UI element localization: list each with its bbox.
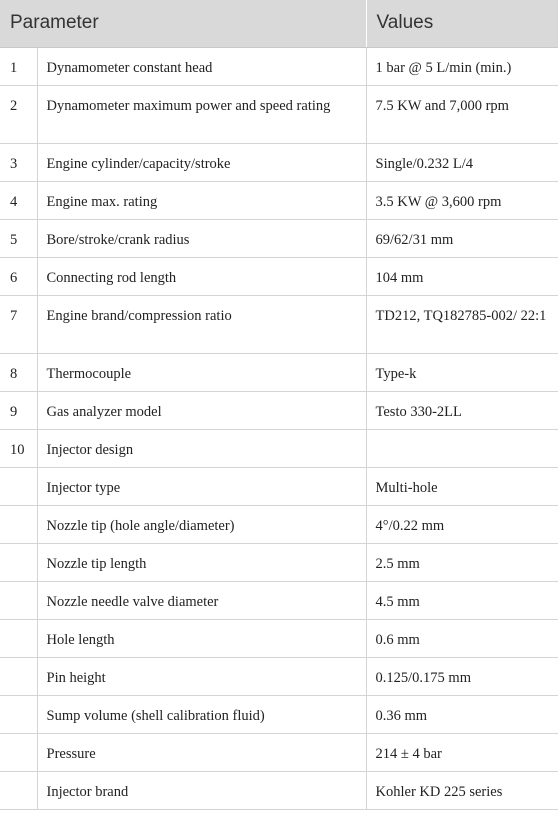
- table-row: [0, 391, 558, 429]
- parameter-cell: Injector design: [37, 429, 366, 467]
- table-row: [0, 505, 558, 543]
- table-row: [0, 619, 558, 657]
- parameter-cell: Injector type: [37, 467, 366, 505]
- table-row: [0, 695, 558, 733]
- table-row: [0, 257, 558, 295]
- parameter-cell: Pressure: [37, 733, 366, 771]
- row-number: 9: [0, 391, 37, 429]
- parameter-cell: Connecting rod length: [37, 257, 366, 295]
- row-number: [0, 543, 37, 581]
- value-cell: 1 bar @ 5 L/min (min.): [366, 47, 558, 85]
- table-row: [0, 771, 558, 809]
- parameter-cell: Injector brand: [37, 771, 366, 809]
- table-row: [0, 733, 558, 771]
- table-row: [0, 219, 558, 257]
- values-column-header: Values: [366, 0, 558, 47]
- table-row: [0, 429, 558, 467]
- value-cell: 214 ± 4 bar: [366, 733, 558, 771]
- row-number: 5: [0, 219, 37, 257]
- value-cell: Type-k: [366, 353, 558, 391]
- parameter-cell: Dynamometer constant head: [37, 47, 366, 85]
- row-number: 7: [0, 295, 37, 353]
- value-cell: 0.6 mm: [366, 619, 558, 657]
- parameter-cell: Gas analyzer model: [37, 391, 366, 429]
- parameter-cell: Engine max. rating: [37, 181, 366, 219]
- parameter-cell: Dynamometer maximum power and speed rating: [37, 85, 366, 143]
- parameter-cell: Engine brand/compression ratio: [37, 295, 366, 353]
- value-cell: 7.5 KW and 7,000 rpm: [366, 85, 558, 143]
- table-body: [0, 47, 558, 809]
- value-cell: 3.5 KW @ 3,600 rpm: [366, 181, 558, 219]
- value-cell: Kohler KD 225 series: [366, 771, 558, 809]
- table-row: [0, 543, 558, 581]
- table-row: [0, 181, 558, 219]
- table-row: [0, 467, 558, 505]
- row-number: [0, 505, 37, 543]
- value-cell: 4.5 mm: [366, 581, 558, 619]
- table-row: [0, 295, 558, 353]
- table-row: [0, 353, 558, 391]
- value-cell: 0.125/0.175 mm: [366, 657, 558, 695]
- parameter-cell: Sump volume (shell calibration fluid): [37, 695, 366, 733]
- value-cell: 4°/0.22 mm: [366, 505, 558, 543]
- row-number: [0, 619, 37, 657]
- value-cell: 2.5 mm: [366, 543, 558, 581]
- row-number: 8: [0, 353, 37, 391]
- parameter-cell: Hole length: [37, 619, 366, 657]
- value-cell: 69/62/31 mm: [366, 219, 558, 257]
- parameter-cell: Engine cylinder/capacity/stroke: [37, 143, 366, 181]
- parameter-cell: Thermocouple: [37, 353, 366, 391]
- row-number: [0, 695, 37, 733]
- table-header: [0, 0, 558, 47]
- parameter-cell: Nozzle needle valve diameter: [37, 581, 366, 619]
- value-cell: Multi-hole: [366, 467, 558, 505]
- row-number: 1: [0, 47, 37, 85]
- table-row: [0, 85, 558, 143]
- row-number: 4: [0, 181, 37, 219]
- header-row: [0, 0, 558, 47]
- parameter-cell: Bore/stroke/crank radius: [37, 219, 366, 257]
- parameter-column-header: Parameter: [0, 0, 366, 47]
- value-cell: [366, 429, 558, 467]
- table-row: [0, 581, 558, 619]
- value-cell: Testo 330-2LL: [366, 391, 558, 429]
- table-row: [0, 657, 558, 695]
- row-number: 6: [0, 257, 37, 295]
- parameter-cell: Nozzle tip length: [37, 543, 366, 581]
- value-cell: TD212, TQ182785-002/ 22:1: [366, 295, 558, 353]
- value-cell: Single/0.232 L/4: [366, 143, 558, 181]
- table-row: [0, 143, 558, 181]
- row-number: [0, 581, 37, 619]
- row-number: 3: [0, 143, 37, 181]
- row-number: 10: [0, 429, 37, 467]
- table-row: [0, 47, 558, 85]
- parameter-cell: Nozzle tip (hole angle/diameter): [37, 505, 366, 543]
- parameter-cell: Pin height: [37, 657, 366, 695]
- row-number: [0, 657, 37, 695]
- row-number: 2: [0, 85, 37, 143]
- row-number: [0, 733, 37, 771]
- value-cell: 104 mm: [366, 257, 558, 295]
- row-number: [0, 771, 37, 809]
- value-cell: 0.36 mm: [366, 695, 558, 733]
- row-number: [0, 467, 37, 505]
